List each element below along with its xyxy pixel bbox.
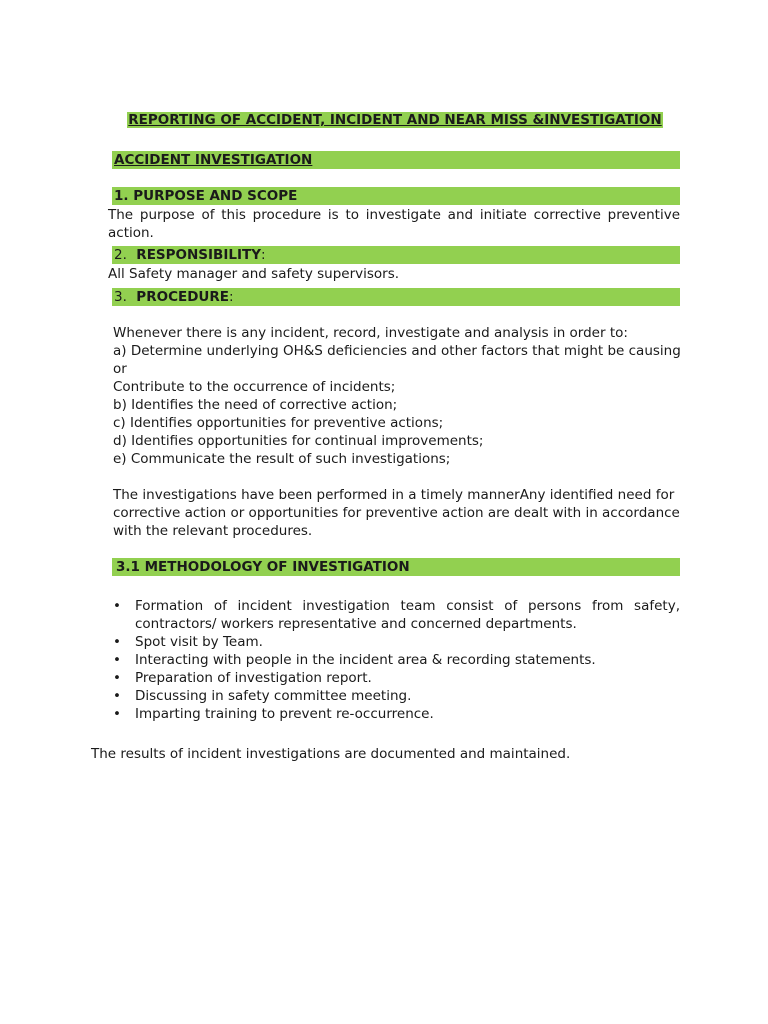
- procedure-item-a-cont: Contribute to the occurrence of incidents;: [113, 379, 396, 395]
- procedure-item-e: e) Communicate the result of such investigations;: [113, 451, 451, 467]
- list-item: • Discussing in safety committee meeting.: [113, 688, 412, 704]
- list-item: • Interacting with people in the incident area & recording statements.: [113, 652, 596, 668]
- procedure-item-a-cont: or: [113, 361, 127, 377]
- section-heading-text: 1. PURPOSE AND SCOPE: [114, 188, 298, 204]
- procedure-item-b: b) Identifies the need of corrective action;: [113, 397, 398, 413]
- section-header-methodology: [112, 558, 680, 576]
- bullet-icon: •: [113, 670, 121, 686]
- purpose-paragraph: The purpose of this procedure is to investigate and initiate corrective preventive action.: [108, 207, 680, 241]
- bullet-icon: •: [113, 706, 121, 722]
- document-title: REPORTING OF ACCIDENT, INCIDENT AND NEAR MISS &INVESTIGATION: [128, 112, 662, 128]
- closing-statement: The results of incident investigations are documented and maintained.: [91, 746, 571, 762]
- procedure-list: [113, 324, 681, 468]
- list-item: • Spot visit by Team.: [113, 634, 263, 650]
- bullet-icon: •: [113, 652, 121, 668]
- list-item: • Preparation of investigation report.: [113, 670, 372, 686]
- section-header-accident-investigation: [112, 151, 680, 169]
- section-header-purpose: [112, 187, 680, 205]
- section-header-procedure: 3. PROCEDURE:: [112, 288, 680, 306]
- bullet-icon: •: [113, 634, 121, 650]
- section-heading-text: ACCIDENT INVESTIGATION: [114, 152, 313, 168]
- section-header-responsibility: 2. RESPONSIBILITY:: [112, 246, 680, 264]
- section-heading-text: 3.1 METHODOLOGY OF INVESTIGATION: [116, 559, 410, 575]
- procedure-item-d: d) Identifies opportunities for continual improvements;: [113, 433, 484, 449]
- procedure-closing-paragraph: The investigations have been performed in a timely mannerAny identified need for corrective action or opportunities for preventive action are dealt with in accordance with the relevant procedures.: [113, 487, 680, 539]
- responsibility-paragraph: All Safety manager and safety supervisors.: [108, 266, 400, 282]
- list-item: • Formation of incident investigation team consist of persons from safety, contractors/ workers representative and concerned departments.: [113, 598, 680, 632]
- bullet-icon: •: [113, 598, 121, 614]
- bullet-icon: •: [113, 688, 121, 704]
- procedure-item-c: c) Identifies opportunities for preventive actions;: [113, 415, 444, 431]
- procedure-item-a: a) Determine underlying OH&S deficiencies and other factors that might be causing: [113, 343, 681, 359]
- methodology-bullet-list: [113, 597, 680, 723]
- list-item: • Imparting training to prevent re-occurrence.: [113, 706, 434, 722]
- procedure-intro: Whenever there is any incident, record, investigate and analysis in order to:: [113, 325, 628, 341]
